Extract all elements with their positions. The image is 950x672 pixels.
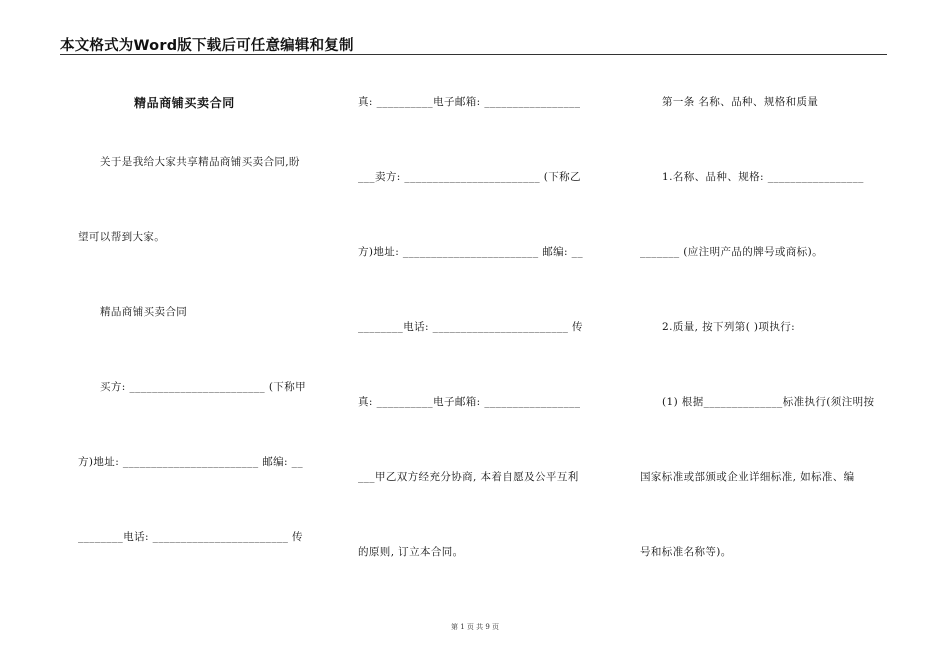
paragraph-line: ________电话: ________________________ 传 [358, 321, 583, 333]
paragraph-line: ___卖方: ________________________ (下称乙 [358, 171, 581, 183]
paragraph-line: 的原则, 订立本合同。 [358, 546, 464, 558]
section-heading: 精品商铺买卖合同 [100, 306, 188, 318]
paragraph-line: 关于是我给大家共享精品商铺买卖合同,盼 [100, 156, 300, 168]
paragraph-line: 号和标准名称等)。 [640, 546, 732, 558]
paragraph-line: ________电话: ________________________ 传 [78, 531, 303, 543]
paragraph-line: (1) 根据______________标准执行(须注明按 [662, 396, 875, 408]
text-column-3 [640, 0, 885, 672]
paragraph-line: 方)地址: ________________________ 邮编: __ [358, 246, 583, 258]
paragraph-line: ___甲乙双方经充分协商, 本着自愿及公平互利 [358, 471, 579, 483]
paragraph-line: 1.名称、品种、规格: _________________ [662, 171, 864, 183]
section-heading: 第一条 名称、品种、规格和质量 [662, 96, 819, 108]
paragraph-line: 方)地址: ________________________ 邮编: __ [78, 456, 303, 468]
header-text: 本文格式为Word版下载后可任意编辑和复制 [60, 38, 354, 54]
contract-title: 精品商铺买卖合同 [134, 96, 235, 110]
paragraph-line: _______ (应注明产品的牌号或商标)。 [640, 246, 824, 258]
text-column-1 [78, 0, 323, 672]
paragraph-line: 2.质量, 按下列第( )项执行: [662, 321, 796, 333]
paragraph-line: 真: __________电子邮箱: _________________ [358, 396, 581, 408]
page-number-footer: 第 1 页 共 9 页 [450, 623, 500, 631]
text-column-2 [358, 0, 605, 672]
paragraph-line: 买方: ________________________ (下称甲 [100, 381, 307, 393]
paragraph-line: 国家标准或部颁或企业详细标准, 如标准、编 [640, 471, 855, 483]
paragraph-line: 真: __________电子邮箱: _________________ [358, 96, 581, 108]
paragraph-line: 望可以帮到大家。 [78, 231, 166, 243]
